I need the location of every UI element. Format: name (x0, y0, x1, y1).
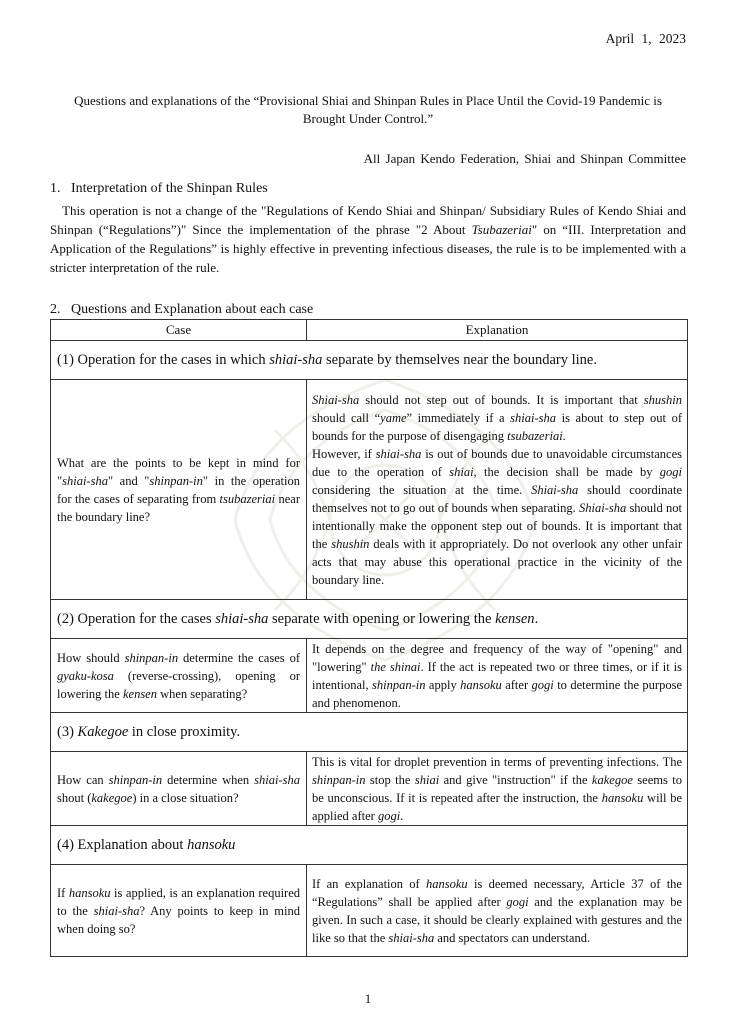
text: shout ( (57, 790, 92, 805)
text: , the decision shall be made by (473, 464, 660, 479)
text: How should (57, 650, 125, 665)
text: should not intentionally make the opponent step out of bounds. It is important that the (312, 500, 682, 551)
document-author: All Japan Kendo Federation, Shiai and Shinpan Committee (363, 151, 686, 166)
term: yame (380, 410, 407, 425)
text: ? Any points to keep in mind when doing so? (57, 903, 301, 936)
text: should not step out of bounds. It is important that (359, 392, 644, 407)
table-row (51, 380, 688, 600)
paragraph-text: " on “III. Interpretation and Application of the Regulations” is highly effective in preventing infectious diseases, the rule is to be implemented with a stricter interpretation of the rule. (50, 222, 686, 275)
term: shiai-sha (388, 930, 435, 945)
section-2-heading: 2. Questions and Explanation about each case (50, 302, 314, 317)
case-explanation (307, 752, 688, 826)
term: shiai-sha (93, 903, 140, 918)
document-title: Questions and explanations of the “Provisional Shiai and Shinpan Rules in Place Until the Covid-19 Pandemic is Brought Under Control.” (74, 93, 662, 126)
text: is applied, is an explanation required to the (57, 885, 300, 918)
term: kensen (122, 686, 157, 701)
text: near the boundary line? (57, 491, 300, 524)
section-1-heading: 1. Interpretation of the Shinpan Rules (50, 181, 268, 196)
term: Shiai-sha (578, 500, 627, 515)
term: shushin (643, 392, 682, 407)
column-header-explanation: Explanation (307, 320, 688, 341)
case-explanation (307, 865, 688, 957)
case-explanation (307, 639, 688, 713)
text: in close proximity. (128, 723, 241, 740)
table-header-row (51, 320, 688, 341)
term: gyaku-kosa (57, 668, 114, 683)
term: tsubazeriai (507, 428, 563, 443)
text: (2) Operation for the cases (57, 610, 216, 627)
document-date: April 1, 2023 (605, 31, 686, 46)
text: seems to be unconscious. If it is repeated after the instruction, the (312, 772, 683, 805)
text: However, if (312, 446, 376, 461)
text: to determine the purpose and phenomenon. (312, 677, 683, 710)
case-question (51, 380, 307, 600)
text: . (562, 428, 566, 443)
section-1-paragraph (50, 201, 686, 277)
paragraph-term: Tsubazeriai (471, 222, 532, 237)
text: ” immediately if a (406, 410, 511, 425)
term: shinpan-in (312, 772, 366, 787)
text: If an explanation of (312, 876, 426, 891)
section-title (51, 341, 688, 380)
term: shiai (449, 464, 474, 479)
text: " in the operation for the cases of separating from (57, 473, 300, 506)
term: gogi (659, 464, 682, 479)
text: deals with it appropriately. Do not overlook any other unfair acts that may abuse this operational practice in the vicinity of the boundary line. (312, 536, 682, 587)
case-question (51, 752, 307, 826)
text: What are the points to be kept in mind for " (57, 455, 300, 488)
text: " and " (107, 473, 150, 488)
term: hansoku (187, 836, 236, 853)
case-question (51, 639, 307, 713)
term: hansoku (601, 790, 644, 805)
text: is about to step out of bounds for the purpose of disengaging (312, 410, 682, 443)
text: How can (57, 772, 109, 787)
text: separate with opening or lowering the (268, 610, 496, 627)
text: (1) Operation for the cases in which (57, 351, 270, 368)
term: kakegoe (591, 772, 633, 787)
text: . (534, 610, 539, 627)
term: kakegoe (91, 790, 133, 805)
column-header-case: Case (51, 320, 307, 341)
term: Kakegoe (77, 723, 129, 740)
text: and give "instruction" if the (439, 772, 592, 787)
paragraph-text: This operation is not a change of the "Regulations of Kendo Shiai and Shinpan/ Subsidiary Rules of Kendo Shiai and Shinpan (“Regulations”)" Since the implementation of the phrase "2 About (50, 203, 686, 237)
table-section-row (51, 600, 688, 639)
term: hansoku (68, 885, 111, 900)
text: is out of bounds due to unavoidable circumstances due to the operation of (312, 446, 682, 479)
term: shinpan-in (149, 473, 203, 488)
text: This is vital for droplet prevention in terms of preventing infections. The (312, 754, 682, 769)
text: determine the cases of (178, 650, 300, 665)
term: shinpan-in (372, 677, 426, 692)
table-row (51, 639, 688, 713)
term: shiai-sha (510, 410, 556, 425)
term: hansoku (426, 876, 468, 891)
section-title (51, 713, 688, 752)
table-section-row (51, 341, 688, 380)
term: shiai-sha (62, 473, 108, 488)
term: shiai-sha (254, 772, 300, 787)
table-row (51, 865, 688, 957)
section-title (51, 600, 688, 639)
text: . If the act is repeated two or three times, or if it is intentional, (312, 659, 682, 692)
text: should coordinate themselves not to go out of bounds when separating. (312, 482, 683, 515)
text: If (57, 885, 69, 900)
case-explanation (307, 380, 688, 600)
term: shiai-sha (375, 446, 422, 461)
text: will be applied after (312, 790, 683, 823)
case-question (51, 865, 307, 957)
term: gogi (377, 808, 401, 823)
term: shinpan-in (124, 650, 179, 665)
text: It depends on the degree and frequency of the way of "opening" and "lowering" (312, 641, 682, 674)
term: shiai (414, 772, 440, 787)
text: . (400, 808, 404, 823)
term: kensen (495, 610, 535, 627)
term: Shiai-sha (531, 482, 579, 497)
qa-table (50, 319, 688, 957)
text: (reverse-crossing), opening or lowering the (57, 668, 300, 701)
table-section-row (51, 826, 688, 865)
text: when separating? (156, 686, 248, 701)
text: apply (425, 677, 461, 692)
text: considering the situation at the time. (312, 482, 532, 497)
table-section-row (51, 713, 688, 752)
section-title (51, 826, 688, 865)
term: tsubazeriai (219, 491, 276, 506)
term: hansoku (460, 677, 502, 692)
term: gogi (531, 677, 554, 692)
text: and spectators can understand. (434, 930, 591, 945)
term: shiai-sha (215, 610, 269, 627)
table-row (51, 752, 688, 826)
page-number: 1 (364, 991, 372, 1006)
term: shinpan-in (108, 772, 163, 787)
text: after (501, 677, 532, 692)
term: shushin (331, 536, 370, 551)
term: shiai-sha (269, 351, 323, 368)
text: separate by themselves near the boundary line. (322, 351, 597, 368)
text: ) in a close situation? (132, 790, 239, 805)
term: gogi (506, 894, 529, 909)
text: (4) Explanation about (57, 836, 188, 853)
term: Shiai-sha (312, 392, 360, 407)
text: should call “ (312, 410, 381, 425)
text: stop the (365, 772, 415, 787)
text: and the explanation may be given. In such a case, it should be clearly explained with gestures and the like so that the (312, 894, 682, 945)
text: (3) (57, 723, 78, 740)
text: determine when (162, 772, 255, 787)
term: the shinai (370, 659, 421, 674)
text: is deemed necessary, Article 37 of the “Regulations” shall be applied after (312, 876, 682, 909)
